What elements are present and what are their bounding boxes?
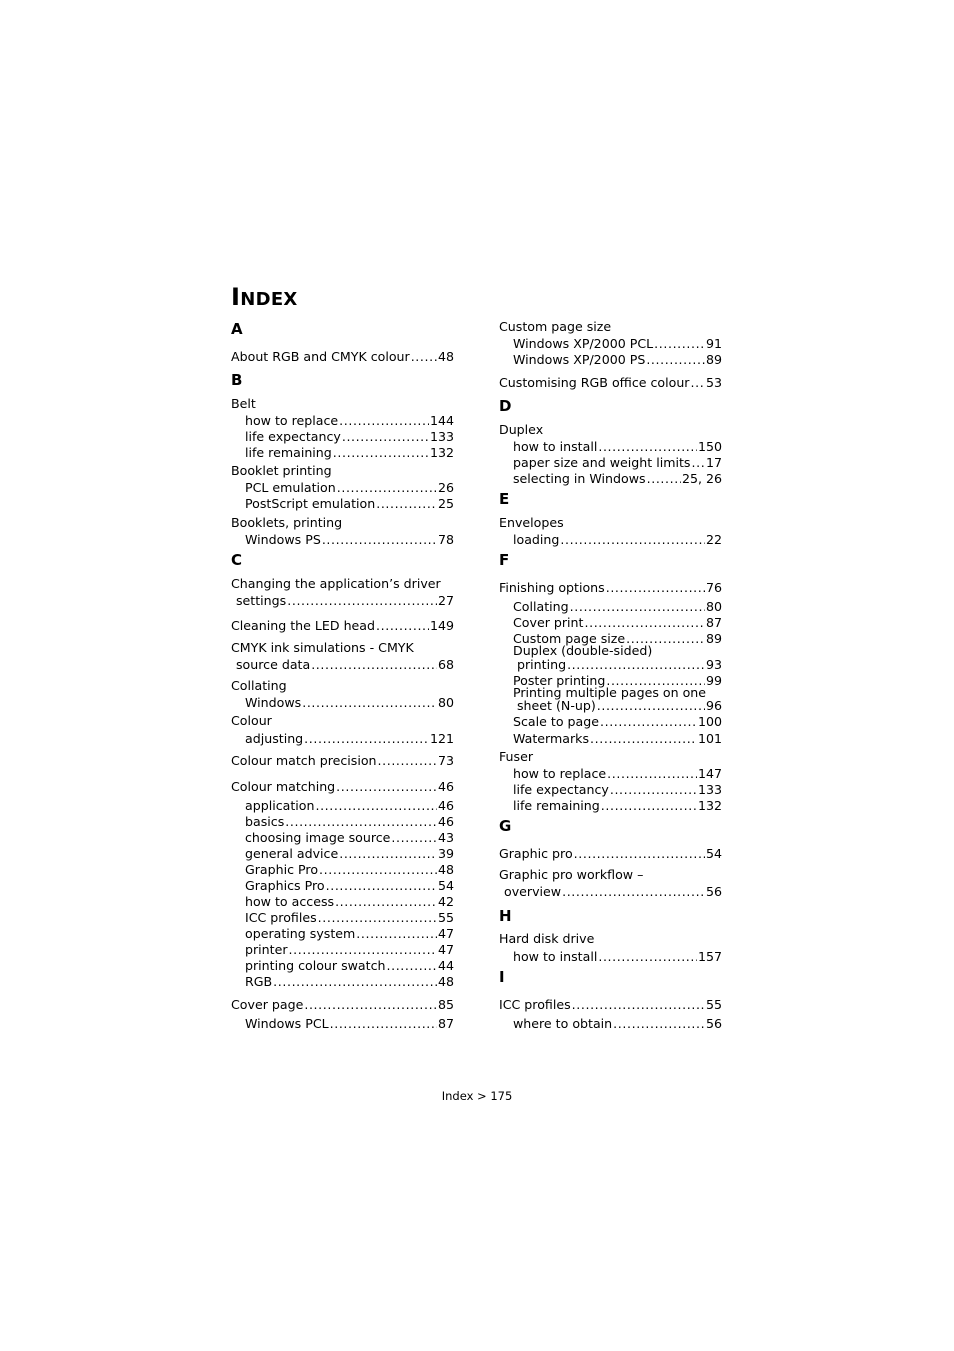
index-topic-label: Collating xyxy=(231,678,287,693)
index-entry xyxy=(245,445,454,461)
index-entry-text: Graphic Pro xyxy=(245,862,319,877)
index-letter-heading: F xyxy=(499,551,510,569)
index-entry-text: how to replace xyxy=(513,766,607,781)
dot-leader xyxy=(654,336,705,352)
index-topic-label: Envelopes xyxy=(499,515,564,530)
index-entry-text: where to obtain xyxy=(513,1016,613,1031)
dot-leader xyxy=(318,910,437,926)
index-entry xyxy=(245,798,454,814)
index-entry-text: Windows xyxy=(245,695,302,710)
index-topic-label: Booklet printing xyxy=(231,463,332,478)
index-entry xyxy=(517,698,722,714)
index-entry-text: Collating xyxy=(513,599,569,614)
index-entry xyxy=(499,580,722,596)
index-entry-page: 89 xyxy=(705,352,722,367)
index-entry-text: ICC profiles xyxy=(245,910,317,925)
dot-leader xyxy=(570,599,705,615)
index-entry-page: 157 xyxy=(697,949,722,964)
index-entry-text: printer xyxy=(245,942,288,957)
dot-leader xyxy=(584,615,704,631)
index-entry xyxy=(513,1016,722,1032)
index-entry-page: 132 xyxy=(697,798,722,813)
dot-leader xyxy=(574,846,705,862)
index-entry-text: Cover print xyxy=(513,615,584,630)
index-entry-text: Windows PS xyxy=(245,532,321,547)
index-entry-page: 22 xyxy=(705,532,722,547)
index-entry-page: 133 xyxy=(429,429,454,444)
dot-leader xyxy=(289,942,437,958)
index-entry xyxy=(236,593,454,609)
dot-leader xyxy=(304,997,437,1013)
dot-leader xyxy=(613,1016,705,1032)
index-entry xyxy=(236,657,454,673)
index-entry-page: 78 xyxy=(437,532,454,547)
index-entry xyxy=(513,782,722,798)
index-entry xyxy=(245,429,454,445)
dot-leader xyxy=(330,1016,437,1032)
index-entry xyxy=(245,695,454,711)
index-entry-page: 56 xyxy=(705,884,722,899)
index-topic-label: Printing multiple pages on one xyxy=(513,685,707,700)
dot-leader xyxy=(601,798,697,814)
page-title xyxy=(231,283,298,311)
dot-leader xyxy=(411,349,437,365)
index-entry-text: Cleaning the LED head xyxy=(231,618,376,633)
index-topic-label: Graphic pro workflow – xyxy=(499,867,644,882)
dot-leader xyxy=(567,657,705,673)
page-title-initial: I xyxy=(231,283,241,311)
dot-leader xyxy=(610,782,697,798)
index-entry xyxy=(513,352,722,368)
index-entry-text: how to replace xyxy=(245,413,339,428)
index-entry-page: 43 xyxy=(437,830,454,845)
index-entry-page: 54 xyxy=(437,878,454,893)
index-entry-text: Custom page size xyxy=(513,631,626,646)
dot-leader xyxy=(337,480,437,496)
index-entry-page: 48 xyxy=(437,862,454,877)
index-entry-text: PCL emulation xyxy=(245,480,336,495)
index-letter-heading: I xyxy=(499,968,505,986)
page-title-rest: NDEX xyxy=(240,289,298,310)
dot-leader xyxy=(391,830,437,846)
index-entry xyxy=(231,349,454,365)
index-entry-page: 121 xyxy=(429,731,454,746)
dot-leader xyxy=(315,798,437,814)
index-entry xyxy=(245,974,454,990)
index-entry-text: Graphics Pro xyxy=(245,878,325,893)
index-entry xyxy=(513,714,722,730)
dot-leader xyxy=(342,429,429,445)
index-entry-page: 46 xyxy=(437,779,454,794)
index-entry-text: basics xyxy=(245,814,285,829)
index-entry xyxy=(245,862,454,878)
index-entry-page: 80 xyxy=(437,695,454,710)
index-letter-heading: G xyxy=(499,817,512,835)
index-entry-page: 149 xyxy=(429,618,454,633)
index-entry xyxy=(245,878,454,894)
index-entry-page: 42 xyxy=(437,894,454,909)
dot-leader xyxy=(607,766,697,782)
index-letter-heading: C xyxy=(231,551,243,569)
index-entry xyxy=(245,480,454,496)
dot-leader xyxy=(572,997,705,1013)
dot-leader xyxy=(598,439,697,455)
dot-leader xyxy=(285,814,437,830)
dot-leader xyxy=(304,731,429,747)
index-entry-text: Windows PCL xyxy=(245,1016,329,1031)
dot-leader xyxy=(322,532,437,548)
index-entry xyxy=(245,496,454,512)
index-topic-label: Duplex xyxy=(499,422,544,437)
dot-leader xyxy=(376,496,437,512)
index-entry xyxy=(245,814,454,830)
index-entry xyxy=(245,731,454,747)
index-entry-text: printing xyxy=(517,657,567,672)
index-entry-text: life remaining xyxy=(245,445,332,460)
index-topic-label: CMYK ink simulations - CMYK xyxy=(231,640,414,655)
index-entry xyxy=(513,731,722,747)
index-entry-page: 53 xyxy=(705,375,722,390)
index-entry-page: 25 xyxy=(437,496,454,511)
index-entry xyxy=(513,439,722,455)
dot-leader xyxy=(273,974,437,990)
index-topic-label: Hard disk drive xyxy=(499,931,595,946)
index-entry-page: 85 xyxy=(437,997,454,1012)
index-entry-page: 55 xyxy=(705,997,722,1012)
dot-leader xyxy=(597,698,705,714)
index-letter-heading: H xyxy=(499,907,512,925)
index-letter-heading: D xyxy=(499,397,512,415)
page-footer: Index > 175 xyxy=(441,1089,513,1103)
index-entry-text: Scale to page xyxy=(513,714,599,729)
index-entry-text: how to install xyxy=(513,439,598,454)
index-entry xyxy=(245,958,454,974)
index-entry xyxy=(245,926,454,942)
index-entry xyxy=(245,942,454,958)
index-entry xyxy=(245,846,454,862)
index-entry-text: application xyxy=(245,798,315,813)
dot-leader xyxy=(600,714,697,730)
index-entry-text: About RGB and CMYK colour xyxy=(231,349,410,364)
index-entry xyxy=(231,753,454,769)
index-topic-label: Fuser xyxy=(499,749,534,764)
index-entry-page: 27 xyxy=(437,593,454,608)
index-entry xyxy=(245,830,454,846)
dot-leader xyxy=(339,413,429,429)
dot-leader xyxy=(646,352,705,368)
index-entry xyxy=(513,766,722,782)
index-entry-page: 100 xyxy=(697,714,722,729)
index-entry-page: 99 xyxy=(705,673,722,688)
index-entry-page: 46 xyxy=(437,798,454,813)
index-entry xyxy=(231,997,454,1013)
index-entry xyxy=(245,1016,454,1032)
dot-leader xyxy=(326,878,437,894)
index-entry-text: overview xyxy=(504,884,562,899)
index-entry xyxy=(513,471,722,487)
index-entry-page: 132 xyxy=(429,445,454,460)
index-entry-page: 47 xyxy=(437,942,454,957)
dot-leader xyxy=(378,753,437,769)
dot-leader xyxy=(606,580,705,596)
dot-leader xyxy=(691,455,704,471)
index-entry-text: operating system xyxy=(245,926,356,941)
index-entry-page: 48 xyxy=(437,974,454,989)
index-entry-text: Finishing options xyxy=(499,580,605,595)
index-entry xyxy=(245,413,454,429)
index-entry xyxy=(513,949,722,965)
index-entry xyxy=(245,910,454,926)
index-entry xyxy=(245,532,454,548)
index-entry-text: Poster printing xyxy=(513,673,606,688)
dot-leader xyxy=(336,779,437,795)
index-entry-page: 48 xyxy=(437,349,454,364)
index-entry-page: 44 xyxy=(437,958,454,973)
index-topic-label: Belt xyxy=(231,396,256,411)
index-entry-text: life expectancy xyxy=(245,429,341,444)
index-entry-text: ICC profiles xyxy=(499,997,571,1012)
index-topic-label: Colour xyxy=(231,713,272,728)
index-entry-text: paper size and weight limits xyxy=(513,455,691,470)
index-topic-label: Duplex (double-sided) xyxy=(513,643,653,658)
index-entry xyxy=(231,618,454,634)
index-entry-text: loading xyxy=(513,532,560,547)
dot-leader xyxy=(335,894,437,910)
index-entry-page: 17 xyxy=(705,455,722,470)
index-entry xyxy=(245,894,454,910)
index-topic-label: Changing the application’s driver xyxy=(231,576,441,591)
index-entry-page: 93 xyxy=(705,657,722,672)
index-entry-text: Windows XP/2000 PS xyxy=(513,352,646,367)
index-entry-page: 68 xyxy=(437,657,454,672)
index-entry-text: selecting in Windows xyxy=(513,471,646,486)
index-letter-heading: A xyxy=(231,320,243,338)
index-entry-text: settings xyxy=(236,593,287,608)
dot-leader xyxy=(560,532,705,548)
index-entry-page: 26 xyxy=(437,480,454,495)
index-entry-page: 91 xyxy=(705,336,722,351)
index-entry-text: Colour match precision xyxy=(231,753,377,768)
index-entry-page: 133 xyxy=(697,782,722,797)
index-entry xyxy=(513,336,722,352)
dot-leader xyxy=(302,695,437,711)
index-entry xyxy=(504,884,722,900)
dot-leader xyxy=(319,862,437,878)
index-entry-page: 55 xyxy=(437,910,454,925)
index-entry-page: 39 xyxy=(437,846,454,861)
index-entry-page: 87 xyxy=(437,1016,454,1031)
index-entry-page: 76 xyxy=(705,580,722,595)
dot-leader xyxy=(311,657,437,673)
index-entry-text: Customising RGB office colour xyxy=(499,375,690,390)
dot-leader xyxy=(376,618,429,634)
index-entry-page: 87 xyxy=(705,615,722,630)
index-entry-text: RGB xyxy=(245,974,273,989)
dot-leader xyxy=(287,593,437,609)
index-entry-text: how to install xyxy=(513,949,598,964)
index-entry-text: choosing image source xyxy=(245,830,391,845)
index-entry xyxy=(517,657,722,673)
dot-leader xyxy=(339,846,437,862)
index-entry-text: adjusting xyxy=(245,731,304,746)
dot-leader xyxy=(598,949,697,965)
index-entry-page: 56 xyxy=(705,1016,722,1031)
index-entry xyxy=(499,997,722,1013)
index-entry xyxy=(513,455,722,471)
dot-leader xyxy=(387,958,437,974)
dot-leader xyxy=(647,471,681,487)
index-entry-text: Watermarks xyxy=(513,731,590,746)
dot-leader xyxy=(691,375,705,391)
index-entry-page: 25, 26 xyxy=(681,471,722,486)
index-entry-page: 73 xyxy=(437,753,454,768)
index-topic-label: Custom page size xyxy=(499,319,612,334)
dot-leader xyxy=(590,731,697,747)
index-entry-text: Cover page xyxy=(231,997,304,1012)
index-letter-heading: B xyxy=(231,371,243,389)
dot-leader xyxy=(356,926,437,942)
index-entry-page: 144 xyxy=(429,413,454,428)
index-entry-text: life expectancy xyxy=(513,782,609,797)
index-entry xyxy=(513,615,722,631)
index-entry-page: 80 xyxy=(705,599,722,614)
index-entry-page: 46 xyxy=(437,814,454,829)
index-letter-heading: E xyxy=(499,490,510,508)
index-topic-label: Booklets, printing xyxy=(231,515,343,530)
index-entry-text: PostScript emulation xyxy=(245,496,376,511)
index-entry-text: how to access xyxy=(245,894,335,909)
index-entry-page: 47 xyxy=(437,926,454,941)
index-entry xyxy=(513,798,722,814)
index-entry-text: life remaining xyxy=(513,798,600,813)
dot-leader xyxy=(333,445,429,461)
index-entry xyxy=(499,375,722,391)
index-entry-text: Colour matching xyxy=(231,779,336,794)
index-entry xyxy=(499,846,722,862)
index-entry xyxy=(513,532,722,548)
dot-leader xyxy=(562,884,705,900)
index-entry xyxy=(231,779,454,795)
index-entry-text: source data xyxy=(236,657,311,672)
index-entry-page: 150 xyxy=(697,439,722,454)
index-entry-page: 54 xyxy=(705,846,722,861)
index-entry-text: printing colour swatch xyxy=(245,958,386,973)
index-entry-text: Graphic pro xyxy=(499,846,573,861)
index-entry-page: 89 xyxy=(705,631,722,646)
index-entry-page: 96 xyxy=(705,698,722,713)
index-entry xyxy=(513,599,722,615)
index-entry-text: Windows XP/2000 PCL xyxy=(513,336,654,351)
index-entry-text: sheet (N-up) xyxy=(517,698,596,713)
index-entry-page: 101 xyxy=(697,731,722,746)
index-entry-text: general advice xyxy=(245,846,339,861)
index-entry-page: 147 xyxy=(697,766,722,781)
